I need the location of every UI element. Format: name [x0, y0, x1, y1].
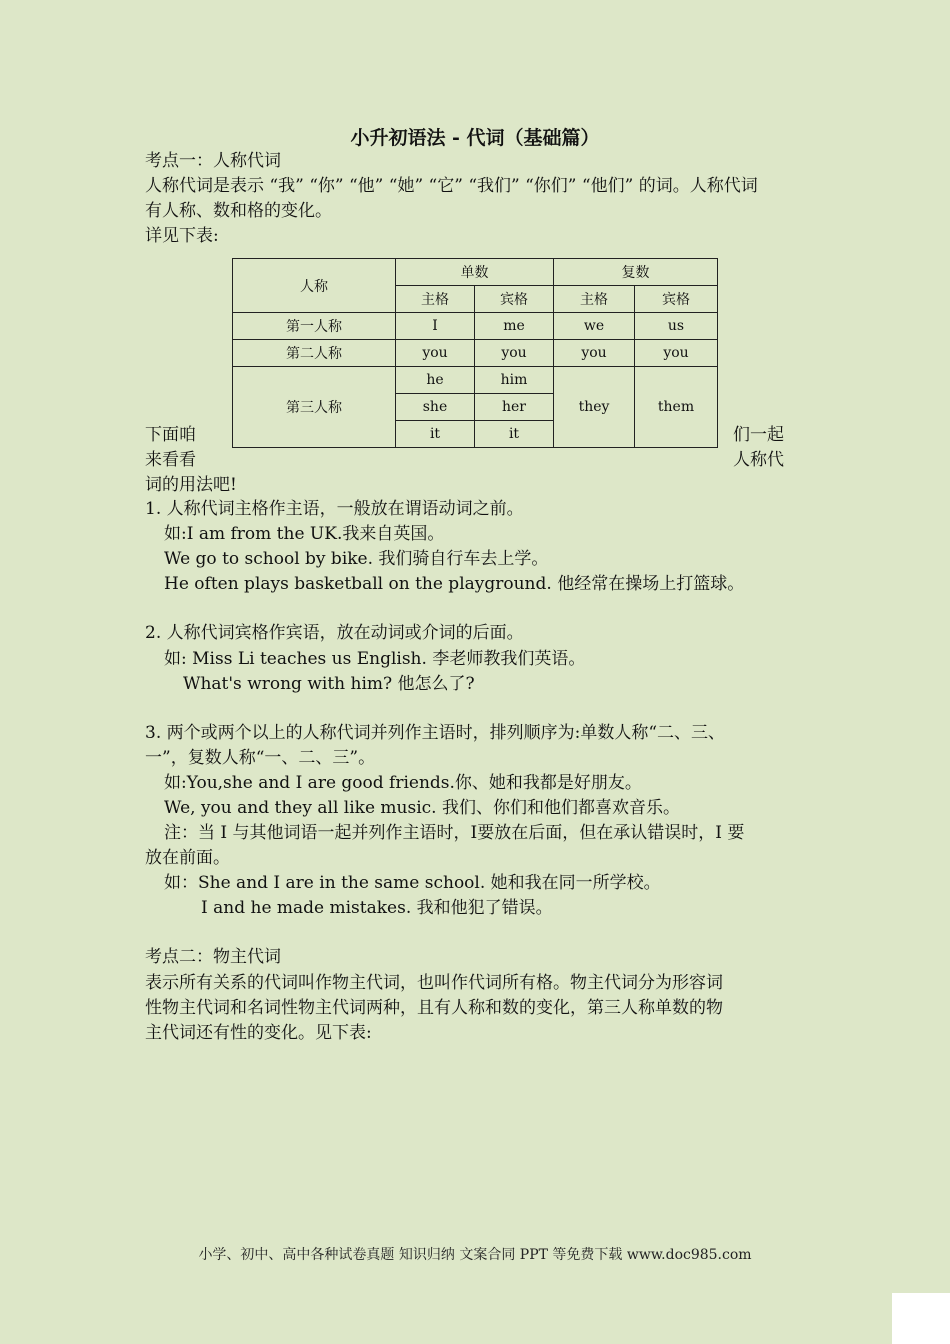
table-cell: you [396, 340, 475, 367]
wrap-right-line1: 们一起 [733, 425, 784, 445]
rule2-text: 2. 人称代词宾格作宾语，放在动词或介词的后面。 [145, 623, 524, 643]
table-row [233, 340, 718, 367]
table-cell: them [635, 367, 718, 448]
rule1-example3: He often plays basketball on the playground. 他经常在操场上打篮球。 [164, 574, 745, 594]
section2-paragraph-line1: 表示所有关系的代词叫作物主代词，也叫作代词所有格。物主代词分为形容词 [145, 973, 723, 993]
table-cell: him [475, 367, 554, 394]
rule3-text-line2: 一”，复数人称“一、二、三”。 [145, 748, 376, 768]
table-cell: me [475, 313, 554, 340]
table-head-nominative: 主格 [554, 286, 635, 313]
table-head-nominative: 主格 [396, 286, 475, 313]
page-title: 小升初语法 - 代词（基础篇） [350, 127, 600, 149]
section1-heading: 考点一：人称代词 [145, 151, 281, 171]
wrap-left-line2: 来看看 [145, 450, 196, 470]
section2-heading: 考点二：物主代词 [145, 947, 281, 967]
section1-intro-line1: 人称代词是表示 “我” “你” “他” “她” “它” “我们” “你们” “他们” 的词。人称代词 [145, 176, 758, 196]
row-label: 第三人称 [233, 367, 396, 448]
wrap-right-line2: 人称代 [733, 450, 784, 470]
rule3-example4: I and he made mistakes. 我和他犯了错误。 [201, 898, 553, 918]
personal-pronoun-table [232, 258, 718, 448]
table-head-plural: 复数 [554, 259, 718, 286]
wrap-left-line1: 下面咱 [145, 425, 196, 445]
rule1-example1: 如:I am from the UK.我来自英国。 [164, 524, 445, 544]
table-cell: it [475, 421, 554, 448]
section2-paragraph-line2: 性物主代词和名词性物主代词两种，且有人称和数的变化，第三人称单数的物 [145, 998, 723, 1018]
section1-intro-line2: 有人称、数和格的变化。 [145, 201, 332, 221]
wrap-continuation: 词的用法吧! [145, 475, 237, 495]
section2-paragraph-line3: 主代词还有性的变化。见下表: [145, 1023, 372, 1043]
corner-patch [892, 1293, 950, 1344]
table-cell: you [635, 340, 718, 367]
rule3-text-line1: 3. 两个或两个以上的人称代词并列作主语时，排列顺序为:单数人称“二、三、 [145, 723, 726, 743]
table-head-person: 人称 [233, 259, 396, 313]
rule3-example2: We, you and they all like music. 我们、你们和他们都喜欢音乐。 [164, 798, 680, 818]
table-cell: it [396, 421, 475, 448]
table-cell: you [475, 340, 554, 367]
table-cell: us [635, 313, 718, 340]
table-cell: he [396, 367, 475, 394]
table-row [233, 367, 718, 394]
rule1-example2: We go to school by bike. 我们骑自行车去上学。 [164, 549, 549, 569]
rule3-example1: 如:You,she and I are good friends.你、她和我都是好朋友。 [164, 773, 642, 793]
rule3-example3: 如：She and I are in the same school. 她和我在同一所学校。 [164, 873, 661, 893]
rule3-note-line1: 注：当 I 与其他词语一起并列作主语时，I要放在后面，但在承认错误时，I 要 [164, 823, 745, 843]
table-cell: we [554, 313, 635, 340]
table-cell: she [396, 394, 475, 421]
row-label: 第一人称 [233, 313, 396, 340]
rule2-example2: What's wrong with him? 他怎么了? [183, 674, 475, 694]
rule3-note-line2: 放在前面。 [145, 848, 230, 868]
table-head-objective: 宾格 [475, 286, 554, 313]
page-footer: 小学、初中、高中各种试卷真题 知识归纳 文案合同 PPT 等免费下载 www.doc985.com [198, 1247, 752, 1263]
rule2-example1: 如: Miss Li teaches us English. 李老师教我们英语。 [164, 649, 586, 669]
table-cell: her [475, 394, 554, 421]
row-label: 第二人称 [233, 340, 396, 367]
table-cell: they [554, 367, 635, 448]
table-cell: I [396, 313, 475, 340]
table-cell: you [554, 340, 635, 367]
table-head-objective: 宾格 [635, 286, 718, 313]
see-table-text: 详见下表: [145, 226, 219, 246]
rule1-text: 1. 人称代词主格作主语，一般放在谓语动词之前。 [145, 499, 524, 519]
table-row [233, 313, 718, 340]
table-head-singular: 单数 [396, 259, 554, 286]
